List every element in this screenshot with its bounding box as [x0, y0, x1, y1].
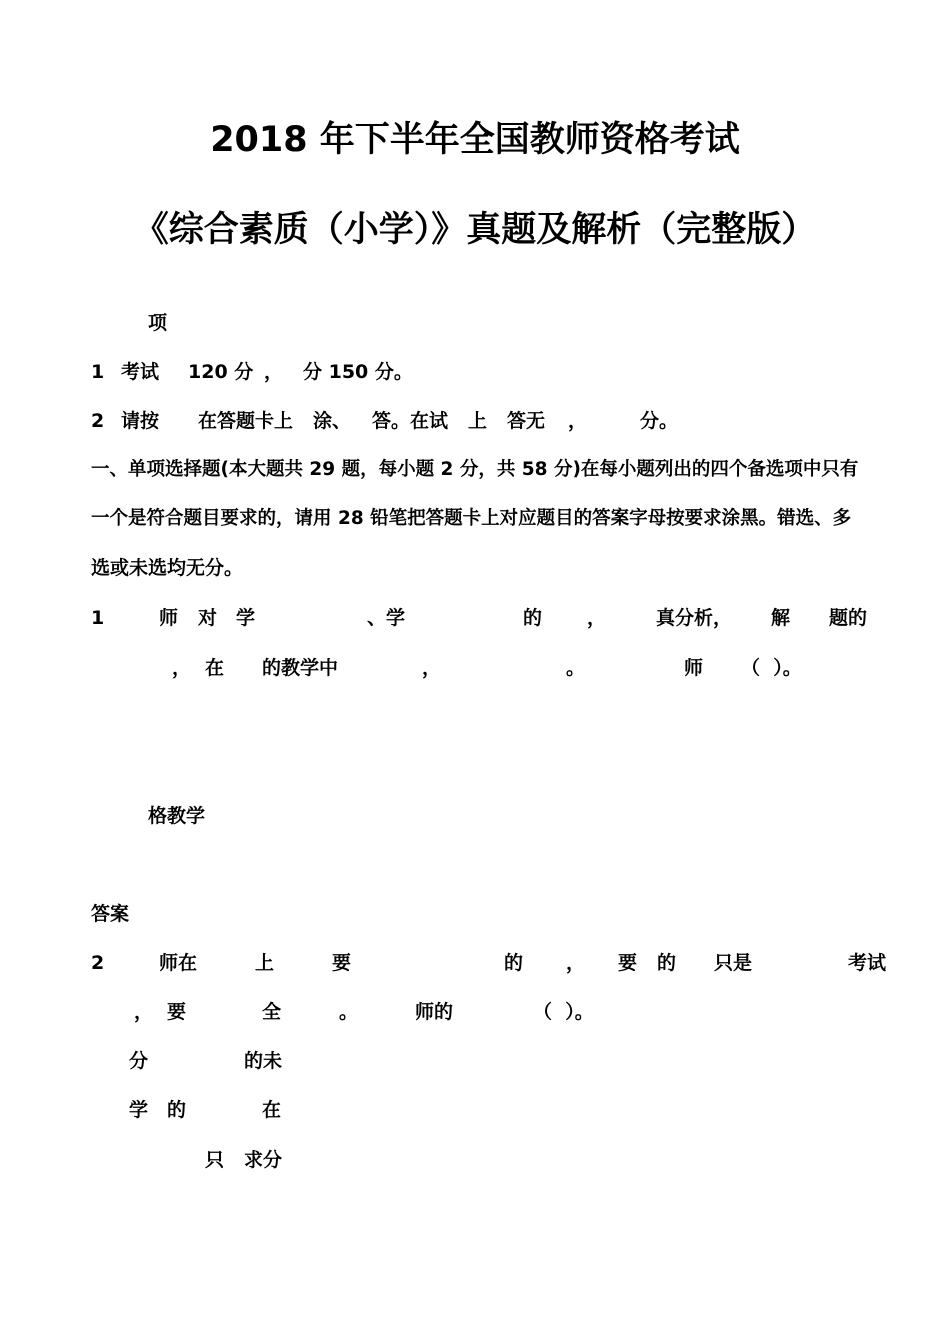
- note2-text-h: 分。: [640, 410, 679, 432]
- q1-fragment-3: 学: [236, 607, 256, 629]
- q2-line2-fragment-d: 。: [339, 1001, 359, 1023]
- q2-fragment-2: 上: [255, 952, 275, 974]
- q2-option-c-part-2: 求分: [244, 1149, 283, 1171]
- note1-text-c: ，: [264, 361, 284, 383]
- q1-fragment-5: 的: [523, 607, 543, 629]
- note2-text-e: 上: [468, 410, 488, 432]
- note1-text-a: 考试: [121, 361, 160, 383]
- q2-option-b-part-2: 的: [167, 1099, 187, 1121]
- q2-fragment-1: 师在: [159, 952, 198, 974]
- q2-line2-fragment-e: 师的: [415, 1001, 454, 1023]
- q1-number: 1: [91, 607, 105, 629]
- q2-number: 2: [91, 952, 105, 974]
- q2-fragment-9: 考试: [848, 952, 887, 974]
- q2-fragment-4: 的: [504, 952, 524, 974]
- q1-line2-fragment-c: 的教学中: [262, 657, 339, 679]
- q1-fragment-6: ，: [587, 607, 607, 629]
- q2-fragment-7: 的: [657, 952, 677, 974]
- q1-answer-label: 答案: [91, 903, 130, 925]
- notes-heading: 项: [148, 312, 168, 334]
- q1-fragment-8: 解: [771, 607, 791, 629]
- note1-text-b: 120 分: [188, 361, 254, 383]
- q1-fragment-9: 题的: [829, 607, 868, 629]
- title-line-1: 2018 年下半年全国教师资格考试: [210, 120, 740, 160]
- title-line-2: 《综合素质（小学）》真题及解析（完整版）: [133, 210, 817, 250]
- note2-number: 2: [91, 410, 105, 432]
- q1-fragment-2: 对: [198, 607, 218, 629]
- q1-fragment-1: 师: [159, 607, 179, 629]
- q2-option-a-part-2: 的未: [244, 1050, 283, 1072]
- q1-option-text: 格教学: [148, 805, 206, 827]
- q2-fragment-8: 只是: [714, 952, 753, 974]
- q2-fragment-5: ，: [566, 952, 586, 974]
- note2-text-b: 在答题卡上: [198, 410, 294, 432]
- q2-fragment-6: 要: [618, 952, 638, 974]
- q1-line2-fragment-b: 在: [205, 657, 225, 679]
- q1-fragment-4: 、学: [367, 607, 406, 629]
- q2-option-a-part-1: 分: [129, 1050, 149, 1072]
- note2-text-g: ，: [568, 410, 588, 432]
- q1-line2-fragment-f: 师: [684, 657, 704, 679]
- note2-text-d: 答。在试: [372, 410, 449, 432]
- q2-line2-fragment-f: （ ）。: [533, 1001, 594, 1023]
- q1-line2-fragment-a: ，: [172, 657, 192, 679]
- section1-line-2: 一个是符合题目要求的，请用 28 铅笔把答题卡上对应题目的答案字母按要求涂黑。错选、多: [91, 508, 852, 529]
- q2-line2-fragment-a: ，: [134, 1001, 154, 1023]
- q2-line2-fragment-c: 全: [262, 1001, 282, 1023]
- q2-option-b-part-1: 学: [129, 1099, 149, 1121]
- note2-text-a: 请按: [121, 410, 160, 432]
- q2-option-c-part-1: 只: [205, 1149, 225, 1171]
- note1-text-d: 分 150 分。: [303, 361, 413, 383]
- q1-line2-fragment-g: （ ）。: [741, 657, 802, 679]
- note2-text-f: 答无: [507, 410, 546, 432]
- section1-line-1: 一、单项选择题(本大题共 29 题，每小题 2 分，共 58 分)在每小题列出的四个备选项中只有: [91, 459, 859, 480]
- note2-text-c: 涂、: [313, 410, 352, 432]
- q1-line2-fragment-e: 。: [566, 657, 586, 679]
- section1-line-3: 选或未选均无分。: [91, 557, 244, 579]
- q2-line2-fragment-b: 要: [167, 1001, 187, 1023]
- q2-fragment-3: 要: [332, 952, 352, 974]
- q2-option-b-part-3: 在: [262, 1099, 282, 1121]
- q1-fragment-7: 真分析，: [656, 607, 733, 629]
- q1-line2-fragment-d: ，: [422, 657, 442, 679]
- note1-number: 1: [91, 361, 105, 383]
